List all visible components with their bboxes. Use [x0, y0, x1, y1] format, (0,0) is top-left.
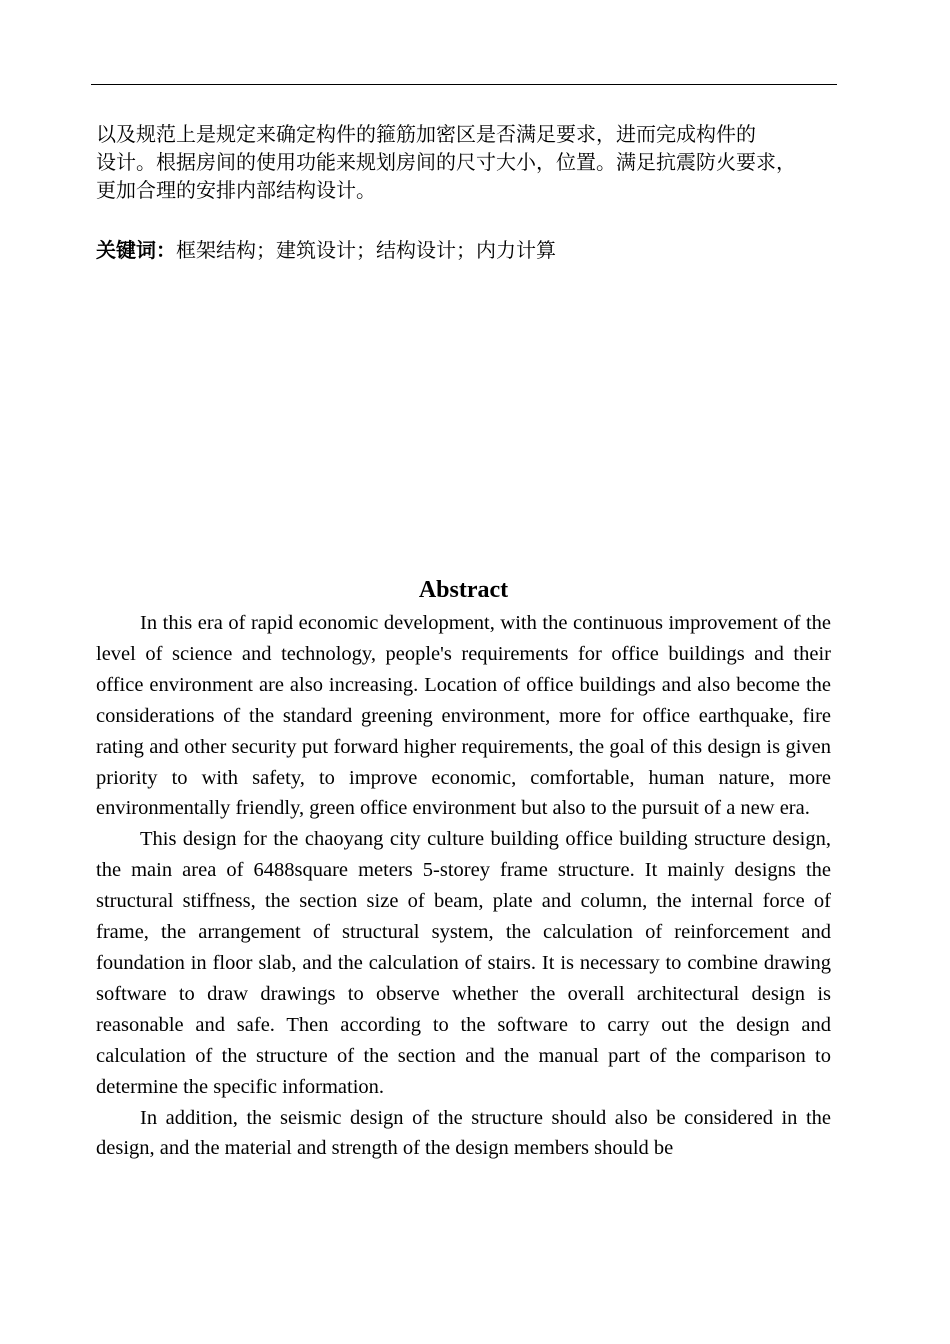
- chinese-text-line: 设计。根据房间的使用功能来规划房间的尺寸大小，位置。满足抗震防火要求，: [96, 150, 796, 174]
- chinese-text-line: 以及规范上是规定来确定构件的箍筋加密区是否满足要求，进而完成构件的: [96, 122, 756, 146]
- abstract-paragraph: In addition, the seismic design of the structure should also be considered in the design, and the material and strength of the design members should be: [96, 1106, 831, 1160]
- chinese-keywords: [96, 236, 846, 264]
- abstract-title: Abstract: [418, 577, 509, 603]
- keywords-label: 关键词：: [96, 238, 176, 262]
- chinese-abstract-continuation: [96, 120, 846, 204]
- abstract-paragraph: In this era of rapid economic development, with the continuous improvement of the level of science and technology, people's requirements for office buildings and their office environment are also increasing. Location of office buildings and also become the considerations of the standard greening environment, more for office earthquake, fire rating and other security put forward higher requirements, the goal of this design is given priority to with safety, to improve economic, comfortable, human nature, more environmentally friendly, green office environment but also to the pursuit of a new era.: [96, 612, 831, 820]
- keywords-text: 框架结构；建筑设计；结构设计；内力计算: [176, 238, 556, 262]
- header-rule: [91, 84, 837, 85]
- abstract-body: [96, 608, 831, 1164]
- chinese-text-line: 更加合理的安排内部结构设计。: [96, 178, 376, 202]
- abstract-paragraph: This design for the chaoyang city culture building office building structure design, the main area of 6488square meters 5-storey frame structure. It mainly designs the structural stiffness, the section size of beam, plate and column, the internal force of frame, the arrangement of structural system, the calculation of reinforcement and foundation in floor slab, and the calculation of stairs. It is necessary to combine drawing software to draw drawings to observe whether the overall architectural design is reasonable and safe. Then according to the software to carry out the design and calculation of the structure of the section and the manual part of the comparison to determine the specific information.: [96, 828, 831, 1098]
